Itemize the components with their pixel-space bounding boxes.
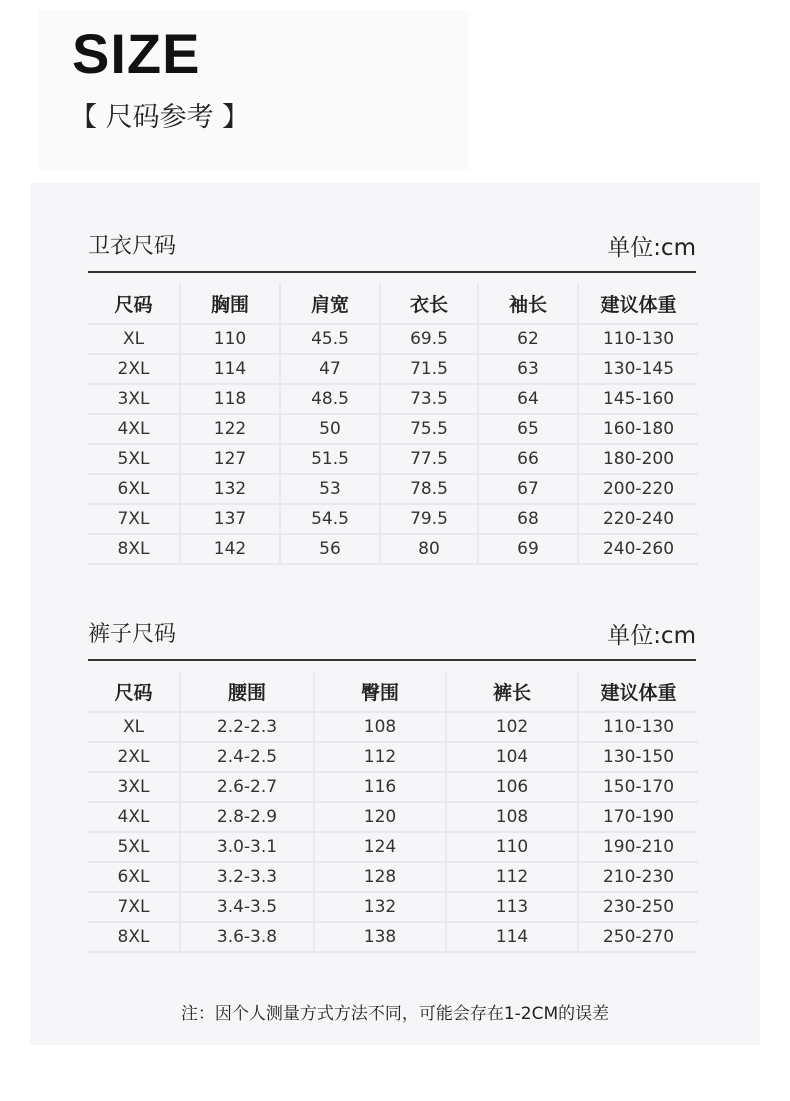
pants-section-header xyxy=(88,615,696,661)
table-row xyxy=(88,504,698,534)
table-cell: 79.5 xyxy=(380,504,478,534)
table-cell: 2.8-2.9 xyxy=(180,802,314,832)
table-row xyxy=(88,324,698,354)
table-row xyxy=(88,862,698,892)
table-cell: 130-145 xyxy=(578,354,698,384)
table-cell: 47 xyxy=(280,354,380,384)
table-row xyxy=(88,772,698,802)
table-row xyxy=(88,534,698,564)
column-header: 胸围 xyxy=(180,283,280,324)
column-header: 尺码 xyxy=(88,283,180,324)
table-cell: 3XL xyxy=(88,384,180,414)
table-cell: 5XL xyxy=(88,832,180,862)
table-cell: 53 xyxy=(280,474,380,504)
column-header: 衣长 xyxy=(380,283,478,324)
table-cell: 108 xyxy=(446,802,578,832)
pants-size-section xyxy=(88,615,696,953)
column-header: 腰围 xyxy=(180,671,314,712)
table-cell: 104 xyxy=(446,742,578,772)
table-cell: 3XL xyxy=(88,772,180,802)
column-header: 袖长 xyxy=(478,283,578,324)
table-row xyxy=(88,892,698,922)
table-cell: 250-270 xyxy=(578,922,698,952)
table-cell: 67 xyxy=(478,474,578,504)
table-row xyxy=(88,384,698,414)
table-cell: 130-150 xyxy=(578,742,698,772)
table-cell: 137 xyxy=(180,504,280,534)
table-cell: 6XL xyxy=(88,862,180,892)
table-cell: 145-160 xyxy=(578,384,698,414)
table-cell: 138 xyxy=(314,922,446,952)
table-cell: 190-210 xyxy=(578,832,698,862)
table-cell: 132 xyxy=(180,474,280,504)
table-cell: 69 xyxy=(478,534,578,564)
table-cell: 8XL xyxy=(88,534,180,564)
hoodie-section-title: 卫衣尺码 xyxy=(88,234,177,259)
column-header: 臀围 xyxy=(314,671,446,712)
table-cell: 3.6-3.8 xyxy=(180,922,314,952)
table-row xyxy=(88,802,698,832)
table-row xyxy=(88,742,698,772)
table-cell: 142 xyxy=(180,534,280,564)
table-cell: 71.5 xyxy=(380,354,478,384)
table-row xyxy=(88,832,698,862)
page-title: SIZE xyxy=(72,22,201,85)
column-header: 建议体重 xyxy=(578,671,698,712)
table-cell: 106 xyxy=(446,772,578,802)
table-cell: 150-170 xyxy=(578,772,698,802)
table-cell: 4XL xyxy=(88,414,180,444)
table-cell: 50 xyxy=(280,414,380,444)
table-cell: 80 xyxy=(380,534,478,564)
table-cell: 69.5 xyxy=(380,324,478,354)
table-cell: 2.6-2.7 xyxy=(180,772,314,802)
table-cell: 124 xyxy=(314,832,446,862)
table-cell: XL xyxy=(88,712,180,742)
table-cell: 110 xyxy=(180,324,280,354)
table-cell: 5XL xyxy=(88,444,180,474)
pants-size-table xyxy=(88,671,698,953)
table-row xyxy=(88,922,698,952)
hoodie-size-section xyxy=(88,227,696,565)
table-cell: 132 xyxy=(314,892,446,922)
column-header: 尺码 xyxy=(88,671,180,712)
measurement-note: 注：因个人测量方式方法不同，可能会存在1-2CM的误差 xyxy=(180,1004,610,1024)
table-cell: 54.5 xyxy=(280,504,380,534)
table-cell: 48.5 xyxy=(280,384,380,414)
table-cell: 3.0-3.1 xyxy=(180,832,314,862)
table-cell: 180-200 xyxy=(578,444,698,474)
table-cell: 45.5 xyxy=(280,324,380,354)
table-header-row xyxy=(88,671,698,712)
table-cell: 7XL xyxy=(88,504,180,534)
table-cell: 114 xyxy=(446,922,578,952)
table-cell: 6XL xyxy=(88,474,180,504)
table-cell: 8XL xyxy=(88,922,180,952)
table-cell: 3.4-3.5 xyxy=(180,892,314,922)
hoodie-unit-label: 单位:cm xyxy=(607,235,696,261)
hoodie-size-table xyxy=(88,283,698,565)
table-cell: 210-230 xyxy=(578,862,698,892)
table-cell: 2XL xyxy=(88,354,180,384)
table-cell: 3.2-3.3 xyxy=(180,862,314,892)
table-cell: 75.5 xyxy=(380,414,478,444)
table-cell: 68 xyxy=(478,504,578,534)
table-cell: 128 xyxy=(314,862,446,892)
table-header-row xyxy=(88,283,698,324)
table-cell: 110-130 xyxy=(578,712,698,742)
table-cell: 7XL xyxy=(88,892,180,922)
table-cell: 102 xyxy=(446,712,578,742)
table-cell: 220-240 xyxy=(578,504,698,534)
table-cell: 78.5 xyxy=(380,474,478,504)
table-cell: 170-190 xyxy=(578,802,698,832)
table-cell: 108 xyxy=(314,712,446,742)
table-cell: 2.4-2.5 xyxy=(180,742,314,772)
table-cell: 56 xyxy=(280,534,380,564)
table-row xyxy=(88,444,698,474)
table-cell: 240-260 xyxy=(578,534,698,564)
table-cell: 122 xyxy=(180,414,280,444)
table-cell: XL xyxy=(88,324,180,354)
table-row xyxy=(88,712,698,742)
table-cell: 160-180 xyxy=(578,414,698,444)
table-cell: 116 xyxy=(314,772,446,802)
pants-unit-label: 单位:cm xyxy=(607,623,696,649)
table-cell: 200-220 xyxy=(578,474,698,504)
table-cell: 2XL xyxy=(88,742,180,772)
table-row xyxy=(88,474,698,504)
table-cell: 230-250 xyxy=(578,892,698,922)
table-row xyxy=(88,354,698,384)
hoodie-section-header xyxy=(88,227,696,273)
table-cell: 113 xyxy=(446,892,578,922)
column-header: 裤长 xyxy=(446,671,578,712)
table-cell: 114 xyxy=(180,354,280,384)
table-cell: 65 xyxy=(478,414,578,444)
table-cell: 2.2-2.3 xyxy=(180,712,314,742)
pants-section-title: 裤子尺码 xyxy=(88,622,177,647)
table-cell: 51.5 xyxy=(280,444,380,474)
table-cell: 112 xyxy=(314,742,446,772)
table-cell: 4XL xyxy=(88,802,180,832)
page-subtitle: 【 尺码参考 】 xyxy=(70,102,250,133)
table-cell: 63 xyxy=(478,354,578,384)
table-cell: 77.5 xyxy=(380,444,478,474)
table-cell: 66 xyxy=(478,444,578,474)
table-cell: 127 xyxy=(180,444,280,474)
column-header: 肩宽 xyxy=(280,283,380,324)
table-cell: 64 xyxy=(478,384,578,414)
table-cell: 62 xyxy=(478,324,578,354)
table-row xyxy=(88,414,698,444)
table-cell: 73.5 xyxy=(380,384,478,414)
column-header: 建议体重 xyxy=(578,283,698,324)
table-cell: 110-130 xyxy=(578,324,698,354)
table-cell: 118 xyxy=(180,384,280,414)
table-cell: 120 xyxy=(314,802,446,832)
table-cell: 112 xyxy=(446,862,578,892)
table-cell: 110 xyxy=(446,832,578,862)
